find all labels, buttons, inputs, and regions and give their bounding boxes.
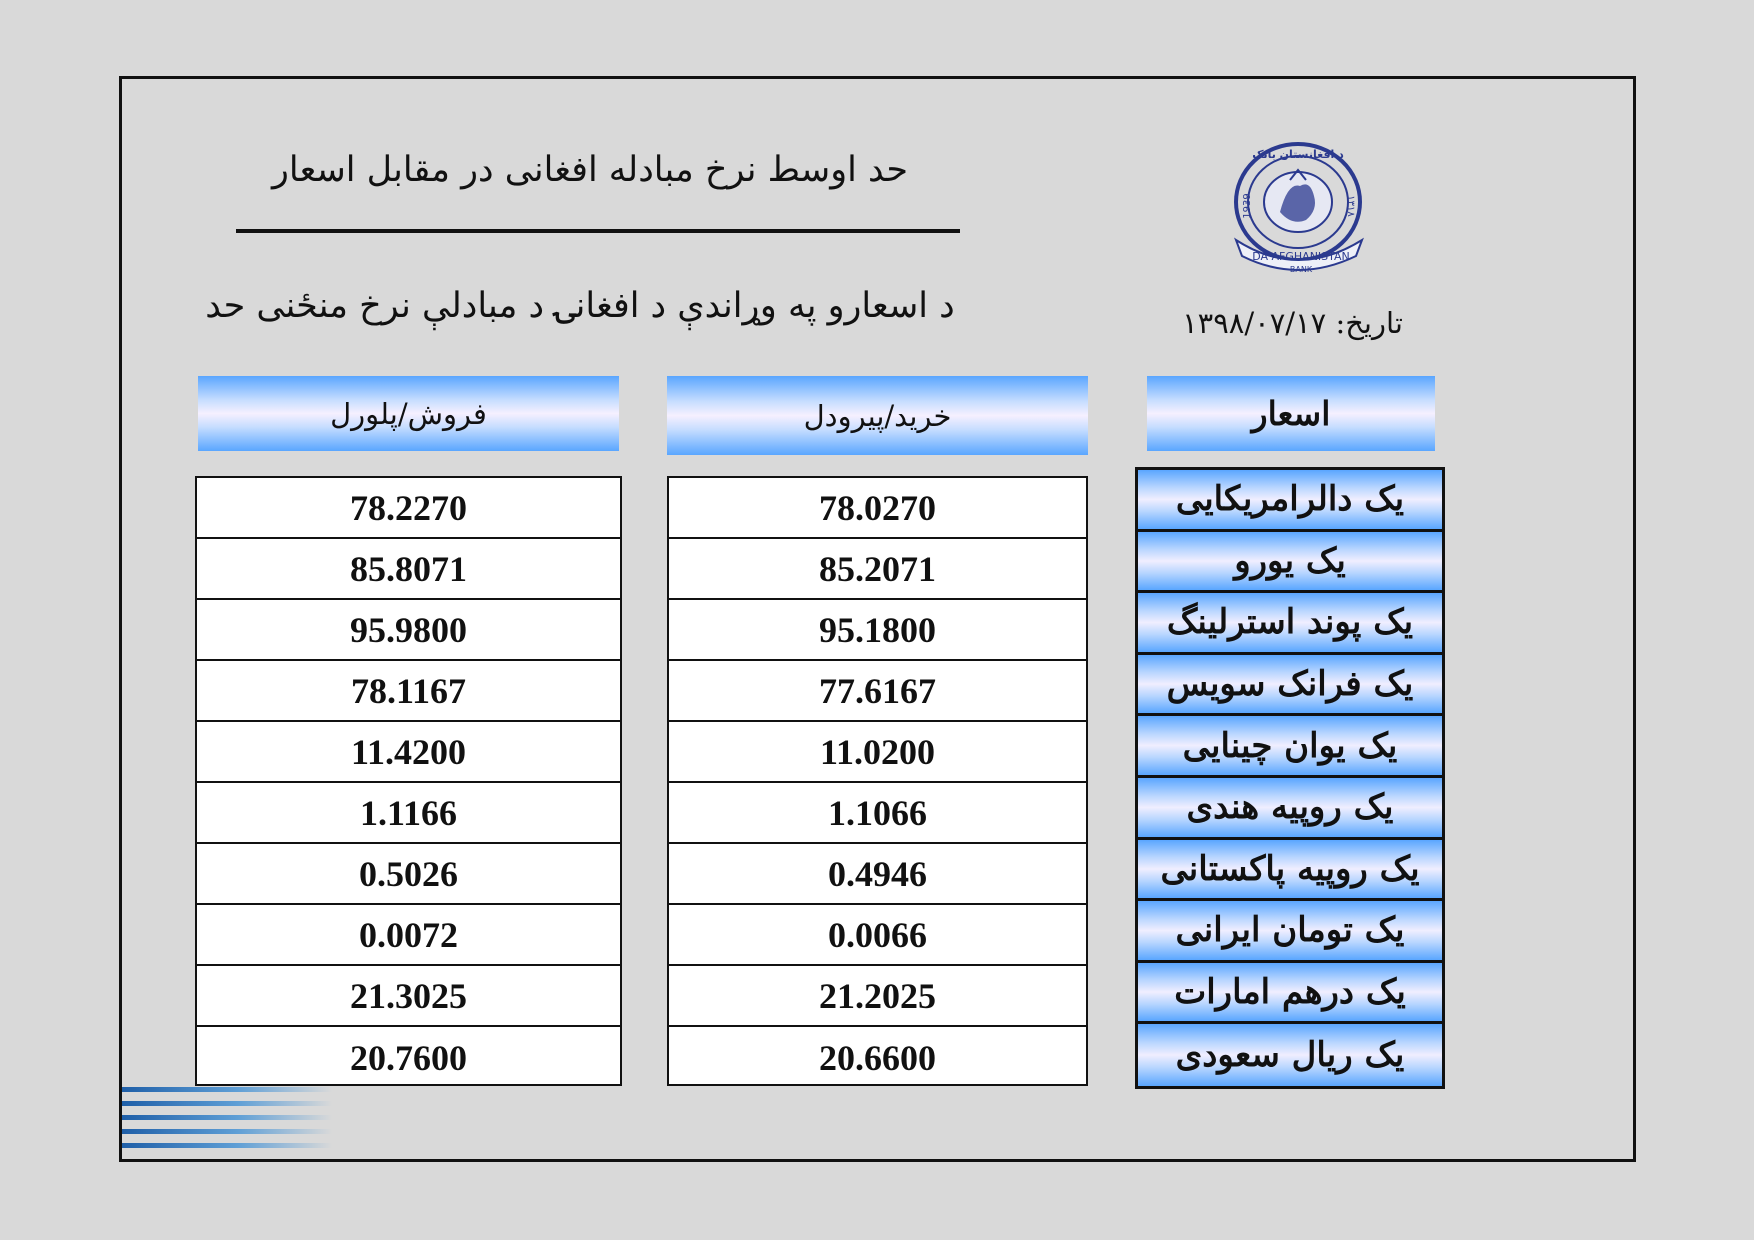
logo-bottom-text: DA AFGHANISTAN (1252, 250, 1350, 263)
sell-rate-cell: 78.1167 (197, 661, 620, 722)
currency-name-cell: یک یورو (1138, 532, 1442, 594)
currency-name-cell: یک فرانک سویس (1138, 655, 1442, 717)
date-value: ۱۳۹۸/۰۷/۱۷ (1182, 306, 1327, 340)
buy-rate-cell: 1.1066 (669, 783, 1086, 844)
decorative-stripes (122, 1085, 332, 1155)
logo-year-right: ۱۳۱۸ (1345, 195, 1356, 217)
logo-top-text: د افغانستان بانک (1252, 148, 1344, 161)
column-header-sell: فروش/پلورل (198, 376, 619, 451)
buy-rate-cell: 21.2025 (669, 966, 1086, 1027)
sell-rate-cell: 95.9800 (197, 600, 620, 661)
page-title-pashto: د اسعارو په وړاندې د افغانۍ د مبادلې نرخ منځنی حد (205, 286, 955, 326)
currency-name-cell: یک روپیه هندی (1138, 778, 1442, 840)
sell-rate-cell: 0.5026 (197, 844, 620, 905)
currency-name-cell: یک پوند استرلینگ (1138, 593, 1442, 655)
column-header-buy: خرید/پیرودل (667, 376, 1088, 455)
currency-name-cell: یک ریال سعودی (1138, 1024, 1442, 1086)
buy-rate-table (667, 476, 1088, 1086)
sell-rate-cell: 21.3025 (197, 966, 620, 1027)
page-title-dari: حد اوسط نرخ مبادله افغانی در مقابل اسعار (272, 150, 908, 190)
buy-rate-cell: 0.0066 (669, 905, 1086, 966)
buy-rate-cell: 20.6600 (819, 1037, 936, 1078)
sell-rate-cell: 1.1166 (197, 783, 620, 844)
currency-name-cell: یک روپیه پاکستانی (1138, 840, 1442, 902)
sell-rate-cell: 20.7600 (350, 1037, 467, 1078)
buy-rate-cell: 85.2071 (669, 539, 1086, 600)
buy-rate-cell: 0.4946 (669, 844, 1086, 905)
currency-name-cell: یک درهم امارات (1138, 963, 1442, 1025)
sell-rate-cell: 0.0072 (197, 905, 620, 966)
date-label: تاریخ: (1335, 306, 1403, 340)
central-bank-logo (1218, 140, 1380, 280)
date-line (1160, 306, 1425, 340)
currency-table (1135, 467, 1445, 1089)
buy-rate-cell: 77.6167 (669, 661, 1086, 722)
currency-name-cell: یک یوان چینایی (1138, 716, 1442, 778)
logo-year-left: 1939 (1242, 193, 1253, 219)
buy-rate-cell: 95.1800 (669, 600, 1086, 661)
column-header-currency: اسعار (1147, 376, 1435, 451)
sell-rate-cell: 78.2270 (197, 478, 620, 539)
sell-rate-table (195, 476, 622, 1086)
currency-name-cell: یک دالرامریکایی (1138, 470, 1442, 532)
logo-bottom-text-2: BANK (1289, 265, 1313, 274)
buy-rate-cell: 11.0200 (669, 722, 1086, 783)
sell-rate-cell: 11.4200 (197, 722, 620, 783)
title-divider (236, 229, 960, 233)
currency-name-cell: یک تومان ایرانی (1138, 901, 1442, 963)
sell-rate-cell: 85.8071 (197, 539, 620, 600)
buy-rate-cell: 78.0270 (669, 478, 1086, 539)
